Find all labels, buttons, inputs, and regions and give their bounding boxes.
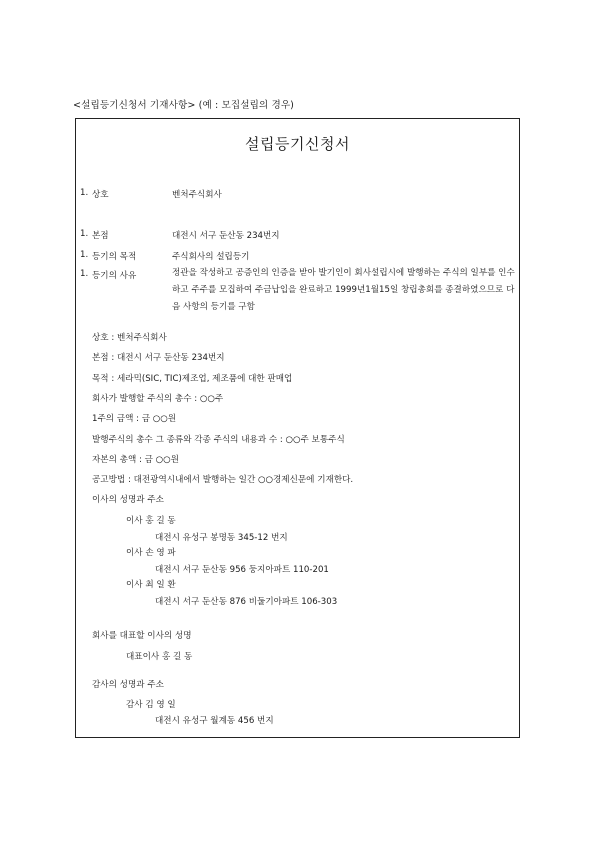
- director-address: 대전시 서구 둔산동 876 비둘기아파트 106-303: [155, 597, 338, 607]
- detail-head-office: 본점 : 대전시 서구 둔산동 234번지: [92, 353, 225, 363]
- auditor-address: 대전시 유성구 월계동 456 번지: [155, 716, 274, 726]
- item-marker: 1.: [80, 229, 89, 239]
- item-marker: 1.: [80, 188, 89, 198]
- detail-public-notice: 공고방법 : 대전광역시내에서 발행하는 일간 ○○경제신문에 기재한다.: [92, 475, 354, 485]
- item-marker: 1.: [80, 250, 89, 260]
- auditor-heading: 감사의 성명과 주소: [92, 680, 164, 690]
- director-name: 이사 손 영 파: [126, 548, 176, 558]
- detail-directors-heading: 이사의 성명과 주소: [92, 495, 164, 505]
- document-title: 설립등기신청서: [245, 135, 350, 153]
- document-header: <설립등기신청서 기재사항> (예 : 모집설립의 경우): [73, 100, 295, 111]
- detail-par-value: 1주의 금액 : 금 ○○원: [92, 414, 177, 424]
- item-label-head-office: 본점: [92, 231, 109, 241]
- item-label-trade-name: 상호: [92, 190, 109, 200]
- detail-issued-shares: 발행주식의 총수 그 종류와 각종 주식의 내용과 수 : ○○주 보통주식: [92, 435, 345, 445]
- director-address: 대전시 서구 둔산동 956 둥지아파트 110-201: [155, 565, 329, 575]
- director-name: 이사 홍 길 동: [126, 516, 176, 526]
- detail-trade-name: 상호 : 벤처주식회사: [92, 333, 167, 343]
- item-value-reason: 정관을 작성하고 공증인의 인증을 받아 발기인이 회사설립시에 발행하는 주식의 일부를 인수하고 주주를 모집하여 주금납입을 완료하고 1999년1월15일 창립총회를 종결하였으므로 다음 사항의 등기를 구함: [172, 268, 515, 312]
- auditor-name: 감사 김 영 일: [126, 700, 176, 710]
- detail-business-purpose: 목적 : 세라믹(SIC, TIC)제조업, 제조품에 대한 판매업: [92, 374, 293, 384]
- representative-name: 대표이사 홍 길 동: [126, 652, 193, 662]
- item-label-reason: 등기의 사유: [92, 271, 137, 281]
- detail-capital: 자본의 총액 : 금 ○○원: [92, 455, 179, 465]
- form-frame: [75, 118, 520, 738]
- item-value-head-office: 대전시 서구 둔산동 234번지: [172, 231, 280, 241]
- detail-total-authorized-shares: 회사가 발행할 주식의 총수 : ○○주: [92, 394, 224, 404]
- item-label-purpose: 등기의 목적: [92, 252, 137, 262]
- item-marker: 1.: [80, 269, 89, 279]
- item-value-purpose: 주식회사의 설립등기: [172, 252, 250, 262]
- representative-heading: 회사를 대표할 이사의 성명: [92, 631, 192, 641]
- director-address: 대전시 유성구 봉명동 345-12 번지: [155, 533, 288, 543]
- director-name: 이사 최 일 환: [126, 580, 176, 590]
- item-value-trade-name: 벤처주식회사: [172, 190, 222, 200]
